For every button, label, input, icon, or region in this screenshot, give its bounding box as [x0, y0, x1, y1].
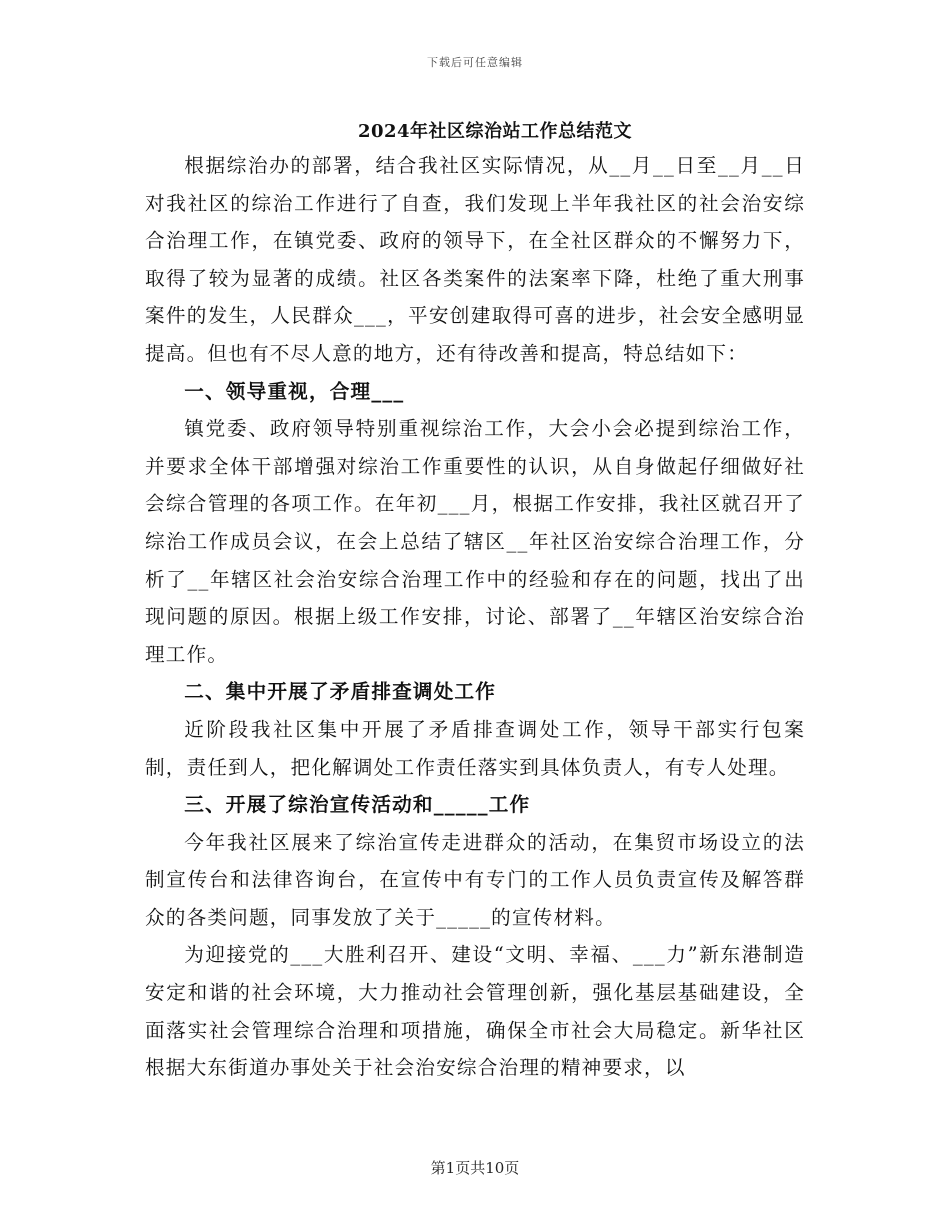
section-3-heading: 三、开展了综治宣传活动和_____工作 — [184, 793, 531, 817]
section-3-paragraph-2: 为迎接党的___大胜利召开、建设“文明、幸福、___力”新东港制造安定和谐的社会环境，大力推动社会管理创新，强化基层基础建设，全面落实社会管理综合治理和项措施，确保全市社会大局稳定。新华社区根据大东街道办事处关于社会治安综合治理的精神要求，以 — [145, 943, 805, 1080]
intro-paragraph: 根据综治办的部署，结合我社区实际情况，从__月__日至__月__日对我社区的综治工作进行了自查，我们发现上半年我社区的社会治安综合治理工作，在镇党委、政府的领导下，在全社区群众的不懈努力下，取得了较为显著的成绩。社区各类案件的法案率下降，杜绝了重大刑事案件的发生，人民群众___，平安创建取得可喜的进步，社会安全感明显提高。但也有不尽人意的地方，还有待改善和提高，特总结如下： — [145, 154, 805, 365]
page-indicator: 第1页共10页 — [430, 1159, 520, 1177]
download-note: 下载后可任意编辑 — [427, 56, 523, 69]
section-2-paragraph: 近阶段我社区集中开展了矛盾排查调处工作，领导干部实行包案制，责任到人，把化解调处工作责任落实到具体负责人，有专人处理。 — [145, 717, 805, 779]
section-1-heading: 一、领导重视，合理___ — [184, 379, 405, 403]
document-title: 2024年社区综治站工作总结范文 — [357, 121, 633, 142]
section-2-heading: 二、集中开展了矛盾排查调处工作 — [184, 680, 497, 704]
section-3-paragraph-1: 今年我社区展来了综治宣传走进群众的活动，在集贸市场设立的法制宣传台和法律咨询台，在宣传中有专门的工作人员负责宣传及解答群众的各类问题，同事发放了关于_____的宣传材料。 — [145, 830, 805, 929]
document-body — [145, 147, 805, 1087]
section-1-paragraph: 镇党委、政府领导特别重视综治工作，大会小会必提到综治工作，并要求全体干部增强对综治工作重要性的认识，从自身做起仔细做好社会综合管理的各项工作。在年初___月，根据工作安排，我社区就召开了综治工作成员会议，在会上总结了辖区__年社区治安综合治理工作，分析了__年辖区社会治安综合治理工作中的经验和存在的问题，找出了出现问题的原因。根据上级工作安排，讨论、部署了__年辖区治安综合治理工作。 — [145, 417, 805, 666]
